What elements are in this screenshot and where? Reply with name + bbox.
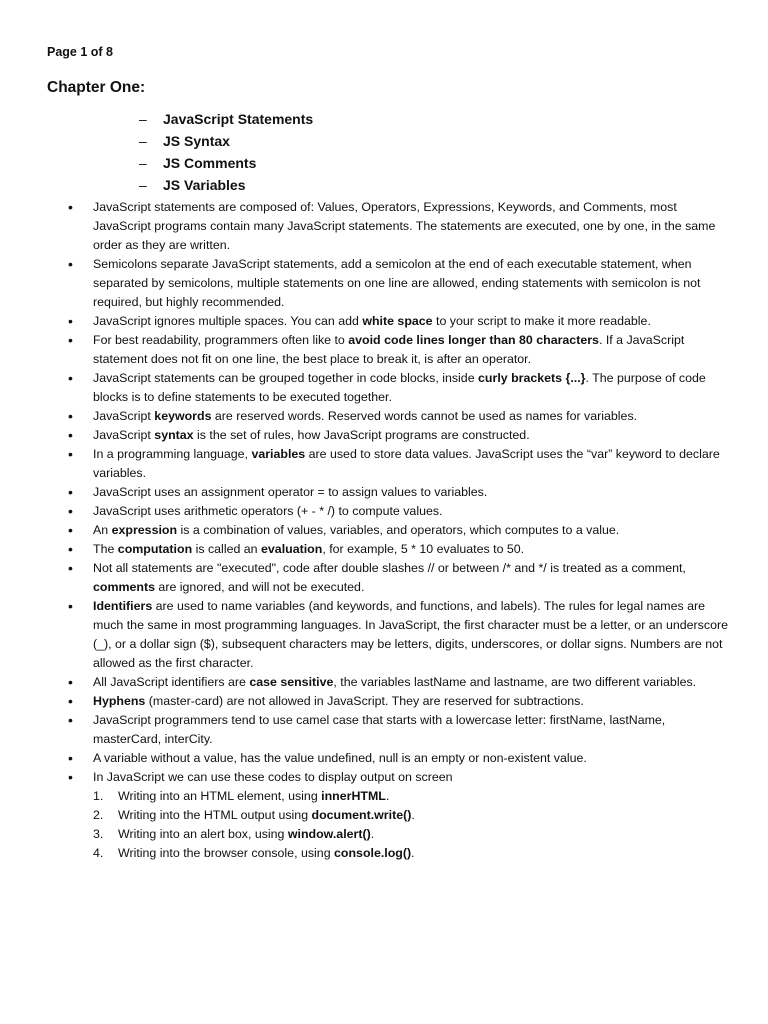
text-run: are used to name variables (and keywords, and functions, and labels). The rules for legal names are much the same in most programming languages. In JavaScript, the first character must be a letter, or an underscore (_), or a dollar sign ($), subsequent characters may be letters, digits, underscores, or dollar signs. Numbers are not allowed as the first character. — [93, 599, 728, 670]
bullet-item — [47, 483, 728, 502]
text-run: . — [411, 808, 415, 822]
bold-text: curly brackets {...} — [478, 371, 586, 385]
bold-text: console.log() — [334, 846, 412, 860]
topic-list — [47, 108, 728, 196]
topic-label: JS Syntax — [163, 133, 230, 149]
dash-marker: – — [139, 133, 147, 149]
text-run: are used to store data values. JavaScript uses the “var” keyword to declare variables. — [93, 447, 720, 480]
bullet-item — [47, 673, 728, 692]
bullet-item — [47, 502, 728, 521]
bold-text: keywords — [154, 409, 212, 423]
text-run: JavaScript — [93, 428, 155, 442]
item-number: 2. — [93, 808, 104, 822]
text-run: are ignored, and will not be executed. — [154, 580, 365, 594]
text-run: Writing into an HTML element, using — [118, 789, 322, 803]
text-run: In JavaScript we can use these codes to display output on screen — [93, 770, 453, 784]
text-run: . — [411, 846, 415, 860]
text-run: In a programming language, — [93, 447, 252, 461]
bold-text: computation — [117, 542, 193, 556]
bullet-item — [47, 312, 728, 331]
bullet-item — [47, 407, 728, 426]
bullet-item — [47, 749, 728, 768]
item-text — [118, 825, 374, 844]
bullet-item — [47, 255, 728, 312]
topic-label: JS Comments — [163, 155, 257, 171]
topic-item — [139, 108, 728, 130]
text-run: Semicolons separate JavaScript statements, add a semicolon at the end of each executable statement, when separated by semicolons, multiple statements on one line are allowed, ending statements with semicolon is not required, but highly recommended. — [93, 257, 701, 309]
text-run: JavaScript uses arithmetic operators (+ - * /) to compute values. — [93, 504, 443, 518]
output-method-item — [93, 787, 728, 806]
output-method-item — [93, 825, 728, 844]
output-methods-list — [47, 787, 728, 863]
item-number: 3. — [93, 827, 104, 841]
text-run: , the variables lastName and lastname, are two different variables. — [333, 675, 697, 689]
text-run: A variable without a value, has the value undefined, null is an empty or non-existent value. — [93, 751, 587, 765]
text-run: to your script to make it more readable. — [432, 314, 651, 328]
bullet-item — [47, 331, 728, 369]
bullet-item — [47, 559, 728, 597]
bullet-item — [47, 768, 728, 787]
output-method-item — [93, 844, 728, 863]
text-run: . — [385, 789, 390, 803]
topic-label: JS Variables — [163, 177, 246, 193]
text-run: . — [370, 827, 375, 841]
bold-text: Identifiers — [93, 599, 153, 613]
output-method-item — [93, 806, 728, 825]
bold-text: expression — [111, 523, 178, 537]
bold-text: comments — [93, 580, 155, 594]
text-run: are reserved words. Reserved words cannot be used as names for variables. — [211, 409, 638, 423]
bold-text: innerHTML — [321, 789, 386, 803]
item-text — [118, 806, 415, 825]
bold-text: Hyphens — [93, 694, 146, 708]
text-run: is a combination of values, variables, and operators, which computes to a value. — [177, 523, 620, 537]
bullet-list — [47, 198, 728, 787]
topic-item — [139, 174, 728, 196]
chapter-title: Chapter One: — [47, 79, 146, 96]
text-run: For best readability, programmers often like to — [93, 333, 349, 347]
bold-text: white space — [362, 314, 433, 328]
bold-text: avoid code lines longer than 80 characters — [348, 333, 599, 347]
text-run: Not all statements are "executed", code after double slashes // or between /* and */ is treated as a comment, — [93, 561, 686, 575]
topic-item — [139, 130, 728, 152]
bullet-item — [47, 426, 728, 445]
bold-text: window.alert() — [287, 827, 371, 841]
bullet-item — [47, 540, 728, 559]
text-run: JavaScript statements can be grouped together in code blocks, inside — [93, 371, 479, 385]
text-run: JavaScript — [93, 409, 155, 423]
bullet-item — [47, 711, 728, 749]
bold-text: case sensitive — [249, 675, 334, 689]
text-run: JavaScript programmers tend to use camel case that starts with a lowercase letter: firstName, lastName, masterCard, interCity. — [93, 713, 666, 746]
bold-text: variables — [251, 447, 306, 461]
dash-marker: – — [139, 111, 147, 127]
text-run: Writing into an alert box, using — [118, 827, 288, 841]
text-run: An — [93, 523, 112, 537]
text-run: is called an — [192, 542, 262, 556]
page-number: Page 1 of 8 — [47, 45, 113, 59]
dash-marker: – — [139, 177, 147, 193]
text-run: Writing into the browser console, using — [118, 846, 335, 860]
text-run: is the set of rules, how JavaScript programs are constructed. — [193, 428, 530, 442]
bullet-item — [47, 597, 728, 673]
text-run: JavaScript uses an assignment operator = to assign values to variables. — [93, 485, 488, 499]
text-run: . If a JavaScript statement does not fit on one line, the best place to break it, is after an operator. — [93, 333, 685, 366]
text-run: , for example, 5 * 10 evaluates to 50. — [322, 542, 525, 556]
bullet-item — [47, 369, 728, 407]
text-run: . The purpose of code blocks is to define statements to be executed together. — [93, 371, 706, 404]
bullet-item — [47, 445, 728, 483]
text-run: The — [93, 542, 118, 556]
text-run: JavaScript ignores multiple spaces. You can add — [93, 314, 363, 328]
dash-marker: – — [139, 155, 147, 171]
text-run: Writing into the HTML output using — [118, 808, 312, 822]
item-number: 4. — [93, 846, 104, 860]
bold-text: document.write() — [311, 808, 412, 822]
topic-item — [139, 152, 728, 174]
text-run: All JavaScript identifiers are — [93, 675, 250, 689]
item-text — [118, 787, 389, 806]
text-run: JavaScript statements are composed of: Values, Operators, Expressions, Keywords, and Comments, most JavaScript programs contain many JavaScript statements. The statements are executed, one by one, in the same order as they are written. — [93, 200, 716, 252]
topic-label: JavaScript Statements — [163, 111, 314, 127]
bullet-item — [47, 521, 728, 540]
bullet-item — [47, 198, 728, 255]
bold-text: syntax — [154, 428, 194, 442]
item-text — [118, 844, 415, 863]
text-run: (master-card) are not allowed in JavaScript. They are reserved for subtractions. — [145, 694, 584, 708]
bold-text: evaluation — [261, 542, 323, 556]
bullet-item — [47, 692, 728, 711]
item-number: 1. — [93, 789, 104, 803]
